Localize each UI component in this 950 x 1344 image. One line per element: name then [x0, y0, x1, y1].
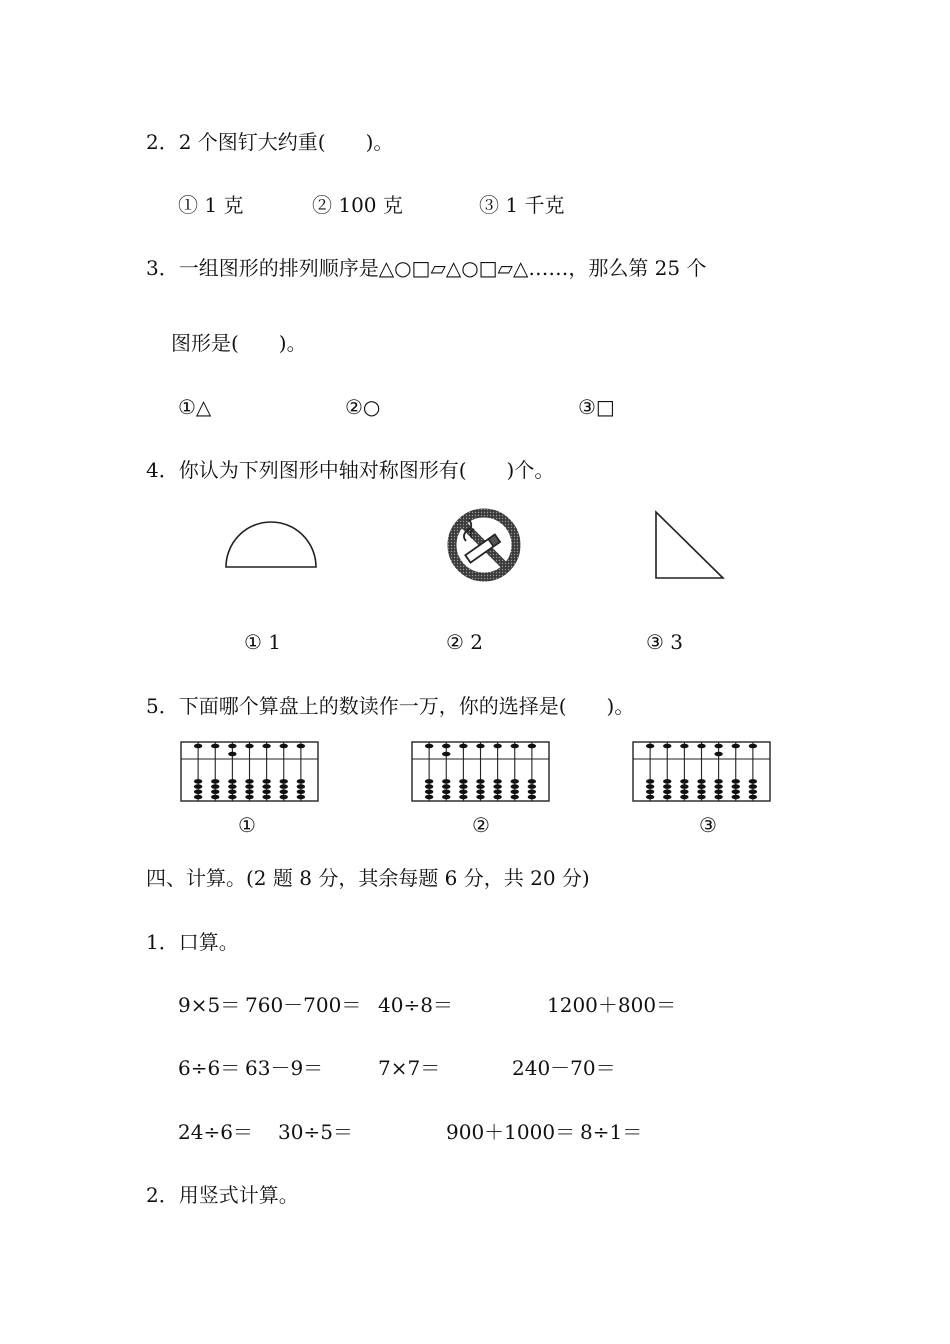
abacus-2-label: ②: [472, 813, 490, 837]
no-smoking-icon: [444, 505, 524, 585]
abacus-3: [632, 741, 771, 802]
abacus-2: [411, 741, 550, 802]
q3-option-3: ③□: [578, 395, 615, 419]
q2-option-2: ② 100 克: [312, 193, 403, 217]
calc-r2-c4: 240－70＝: [512, 1056, 616, 1080]
q3-option-2: ②○: [345, 395, 381, 419]
calc-r3-c1: 24÷6＝: [178, 1120, 253, 1144]
section4-item1: 1．口算。: [146, 930, 239, 954]
q2-option-1: ① 1 克: [178, 193, 244, 217]
calc-r3-c4: 8÷1＝: [580, 1120, 643, 1144]
calc-r2-c1: 6÷6＝: [178, 1056, 241, 1080]
q3-option-1: ①△: [178, 395, 212, 419]
q4-option-3: ③ 3: [646, 630, 684, 654]
calc-r1-c1: 9×5＝: [178, 993, 241, 1017]
q2-option-3: ③ 1 千克: [479, 193, 565, 217]
section4-title: 四、计算。(2 题 8 分，其余每题 6 分，共 20 分): [146, 866, 590, 890]
calc-r1-c2: 760－700＝: [245, 993, 362, 1017]
semicircle-icon: [220, 518, 322, 572]
abacus-3-label: ③: [699, 813, 717, 837]
calc-r1-c4: 1200＋800＝: [547, 993, 677, 1017]
abacus-1-label: ①: [238, 813, 256, 837]
calc-r3-c3: 900＋1000＝: [446, 1120, 576, 1144]
calc-r1-c3: 40÷8＝: [378, 993, 453, 1017]
calc-r3-c2: 30÷5＝: [278, 1120, 353, 1144]
q3-stem-line1: 3．一组图形的排列顺序是△○□▱△○□▱△……，那么第 25 个: [146, 256, 707, 280]
q3-stem-line2: 图形是( )。: [171, 331, 307, 355]
right-triangle-icon: [653, 509, 727, 581]
calc-r2-c2: 63－9＝: [245, 1056, 324, 1080]
section4-item2: 2．用竖式计算。: [146, 1183, 299, 1207]
calc-r2-c3: 7×7＝: [378, 1056, 441, 1080]
q5-stem: 5．下面哪个算盘上的数读作一万，你的选择是( )。: [146, 694, 635, 718]
q4-stem: 4．你认为下列图形中轴对称图形有( )个。: [146, 458, 555, 482]
q4-option-2: ② 2: [446, 630, 484, 654]
abacus-1: [180, 741, 319, 802]
q4-option-1: ① 1: [244, 630, 282, 654]
q2-stem: 2．2 个图钉大约重( )。: [146, 130, 394, 154]
